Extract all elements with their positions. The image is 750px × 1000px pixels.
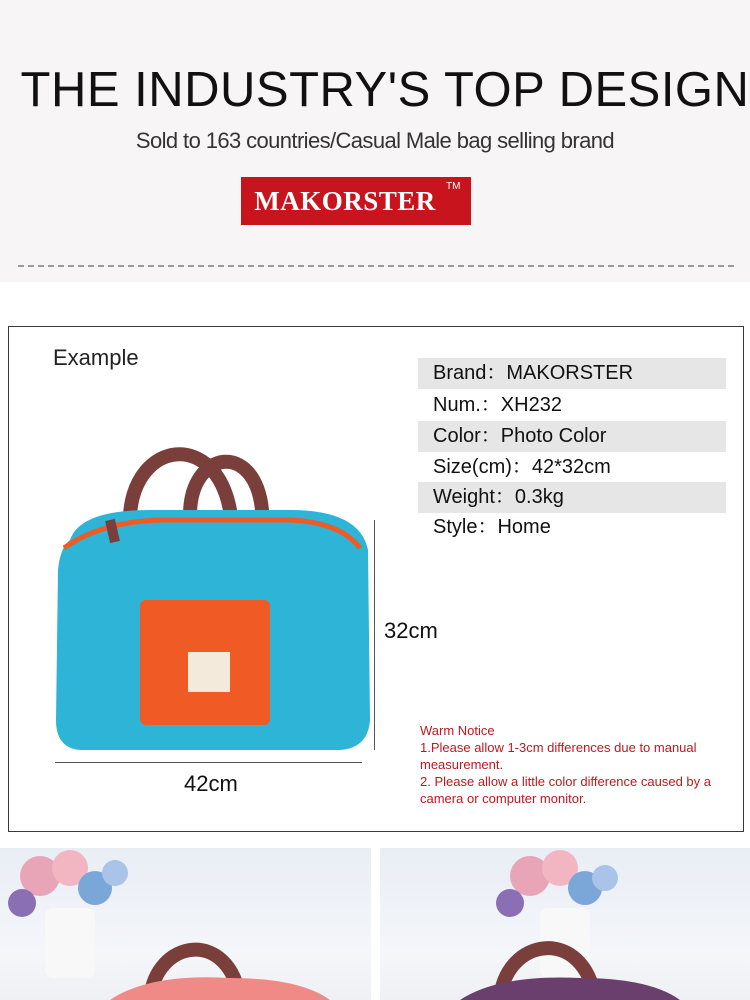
spec-row-style xyxy=(418,512,726,543)
notice-line-2: 2. Please allow a little color difference caused by a camera or computer monitor. xyxy=(420,774,711,806)
spec-row-num xyxy=(418,390,726,421)
notice-title: Warm Notice xyxy=(420,723,495,738)
height-dimension-line xyxy=(374,520,375,750)
width-dimension-line xyxy=(55,762,362,763)
product-photo-purple xyxy=(380,848,750,1000)
bag-tag xyxy=(188,652,230,692)
notice-line-1: 1.Please allow 1-3cm differences due to manual measurement. xyxy=(420,740,697,772)
spec-row-brand xyxy=(418,358,726,389)
spec-label: Size(cm)： xyxy=(433,456,532,478)
spec-row-size xyxy=(418,452,726,483)
spec-row-color xyxy=(418,421,726,452)
spec-label: Style： xyxy=(433,516,498,538)
product-bag-illustration xyxy=(40,430,380,760)
subheadline: Sold to 163 countries/Casual Male bag selling brand xyxy=(135,128,615,153)
spec-value: XH232 xyxy=(500,394,562,416)
spec-value: Home xyxy=(497,516,551,538)
spec-value: MAKORSTER xyxy=(506,362,634,384)
photo-illustration xyxy=(0,848,371,1000)
spec-label: Weight： xyxy=(433,486,515,508)
headline: THE INDUSTRY'S TOP DESIGN xyxy=(20,63,750,117)
product-photo-pink xyxy=(0,848,371,1000)
spec-value: 42*32cm xyxy=(531,456,611,478)
example-label: Example xyxy=(53,345,139,370)
brand-logo-text: MAKORSTER xyxy=(254,186,436,216)
spec-label: Num.： xyxy=(433,394,501,416)
trademark-mark: TM xyxy=(446,181,461,192)
width-label: 42cm xyxy=(184,771,238,796)
warm-notice xyxy=(420,722,740,807)
dashed-divider xyxy=(18,265,734,267)
photo-gap xyxy=(371,848,380,1000)
brand-logo xyxy=(241,177,471,225)
spec-row-weight xyxy=(418,482,726,513)
handle-tab xyxy=(110,520,115,542)
spec-label: Color： xyxy=(433,425,501,447)
spec-value: 0.3kg xyxy=(514,486,564,508)
photo-illustration xyxy=(380,848,750,1000)
spec-label: Brand： xyxy=(433,362,507,384)
height-label: 32cm xyxy=(384,618,438,643)
spec-value: Photo Color xyxy=(500,425,607,447)
